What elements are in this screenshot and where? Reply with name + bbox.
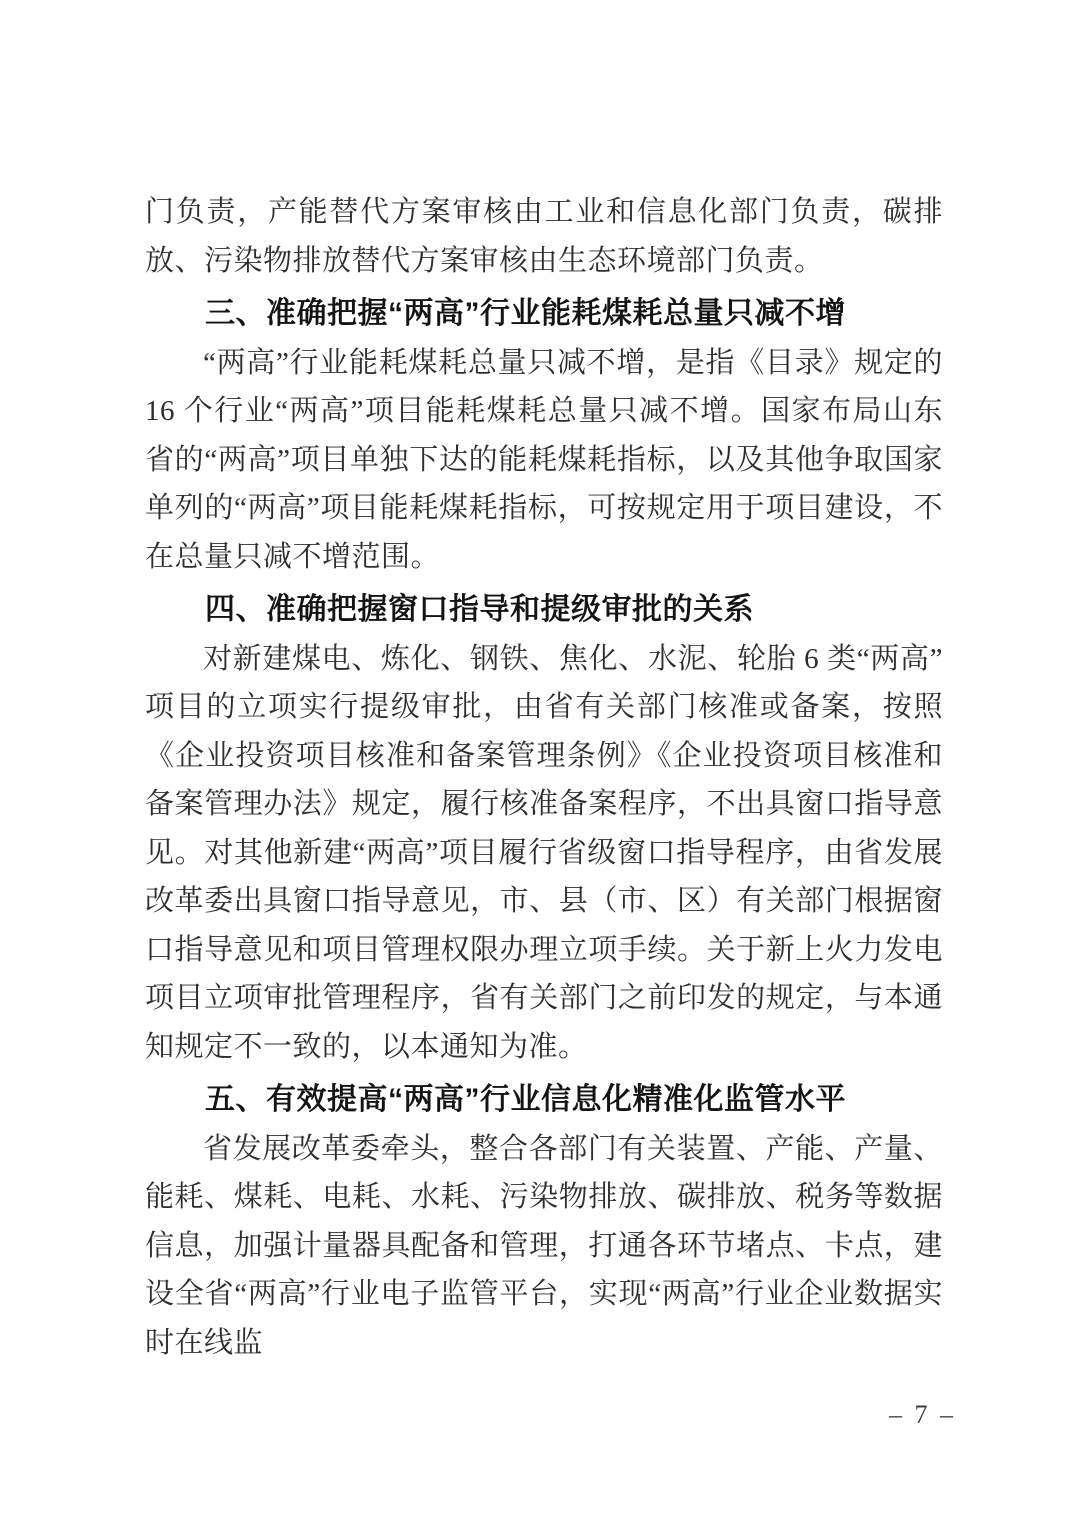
section-heading-five: 五、有效提高“两高”行业信息化精准化监管水平 bbox=[205, 1083, 846, 1116]
document-body bbox=[145, 188, 943, 1367]
paragraph-section-three: “两高”行业能耗煤耗总量只减不增，是指《目录》规定的 16 个行业“两高”项目能耗煤耗总量只减不增。国家布局山东省的“两高”项目单独下达的能耗煤耗指标，以及其他争取国家单列的“两高”项目能耗煤耗指标，可按规定用于项目建设，不在总量只减不增范围。 bbox=[145, 346, 943, 573]
section-heading-four: 四、准确把握窗口指导和提级审批的关系 bbox=[205, 593, 754, 626]
paragraph-continued-from-previous-page: 门负责，产能替代方案审核由工业和信息化部门负责，碳排放、污染物排放替代方案审核由生态环境部门负责。 bbox=[145, 196, 943, 277]
paragraph-section-five: 省发展改革委牵头，整合各部门有关装置、产能、产量、能耗、煤耗、电耗、水耗、污染物排放、碳排放、税务等数据信息，加强计量器具配备和管理，打通各环节堵点、卡点，建设全省“两高”行业电子监管平台，实现“两高”行业企业数据实时在线监 bbox=[145, 1132, 943, 1359]
page-number: – 7 – bbox=[889, 1400, 956, 1429]
paragraph-section-four: 对新建煤电、炼化、钢铁、焦化、水泥、轮胎 6 类“两高”项目的立项实行提级审批，由省有关部门核准或备案，按照《企业投资项目核准和备案管理条例》《企业投资项目核准和备案管理办法》规定，履行核准备案程序，不出具窗口指导意见。对其他新建“两高”项目履行省级窗口指导程序，由省发展改革委出具窗口指导意见，市、县（市、区）有关部门根据窗口指导意见和项目管理权限办理立项手续。关于新上火力发电项目立项审批管理程序，省有关部门之前印发的规定，与本通知规定不一致的，以本通知为准。 bbox=[145, 642, 943, 1063]
section-heading-three: 三、准确把握“两高”行业能耗煤耗总量只减不增 bbox=[205, 297, 846, 330]
